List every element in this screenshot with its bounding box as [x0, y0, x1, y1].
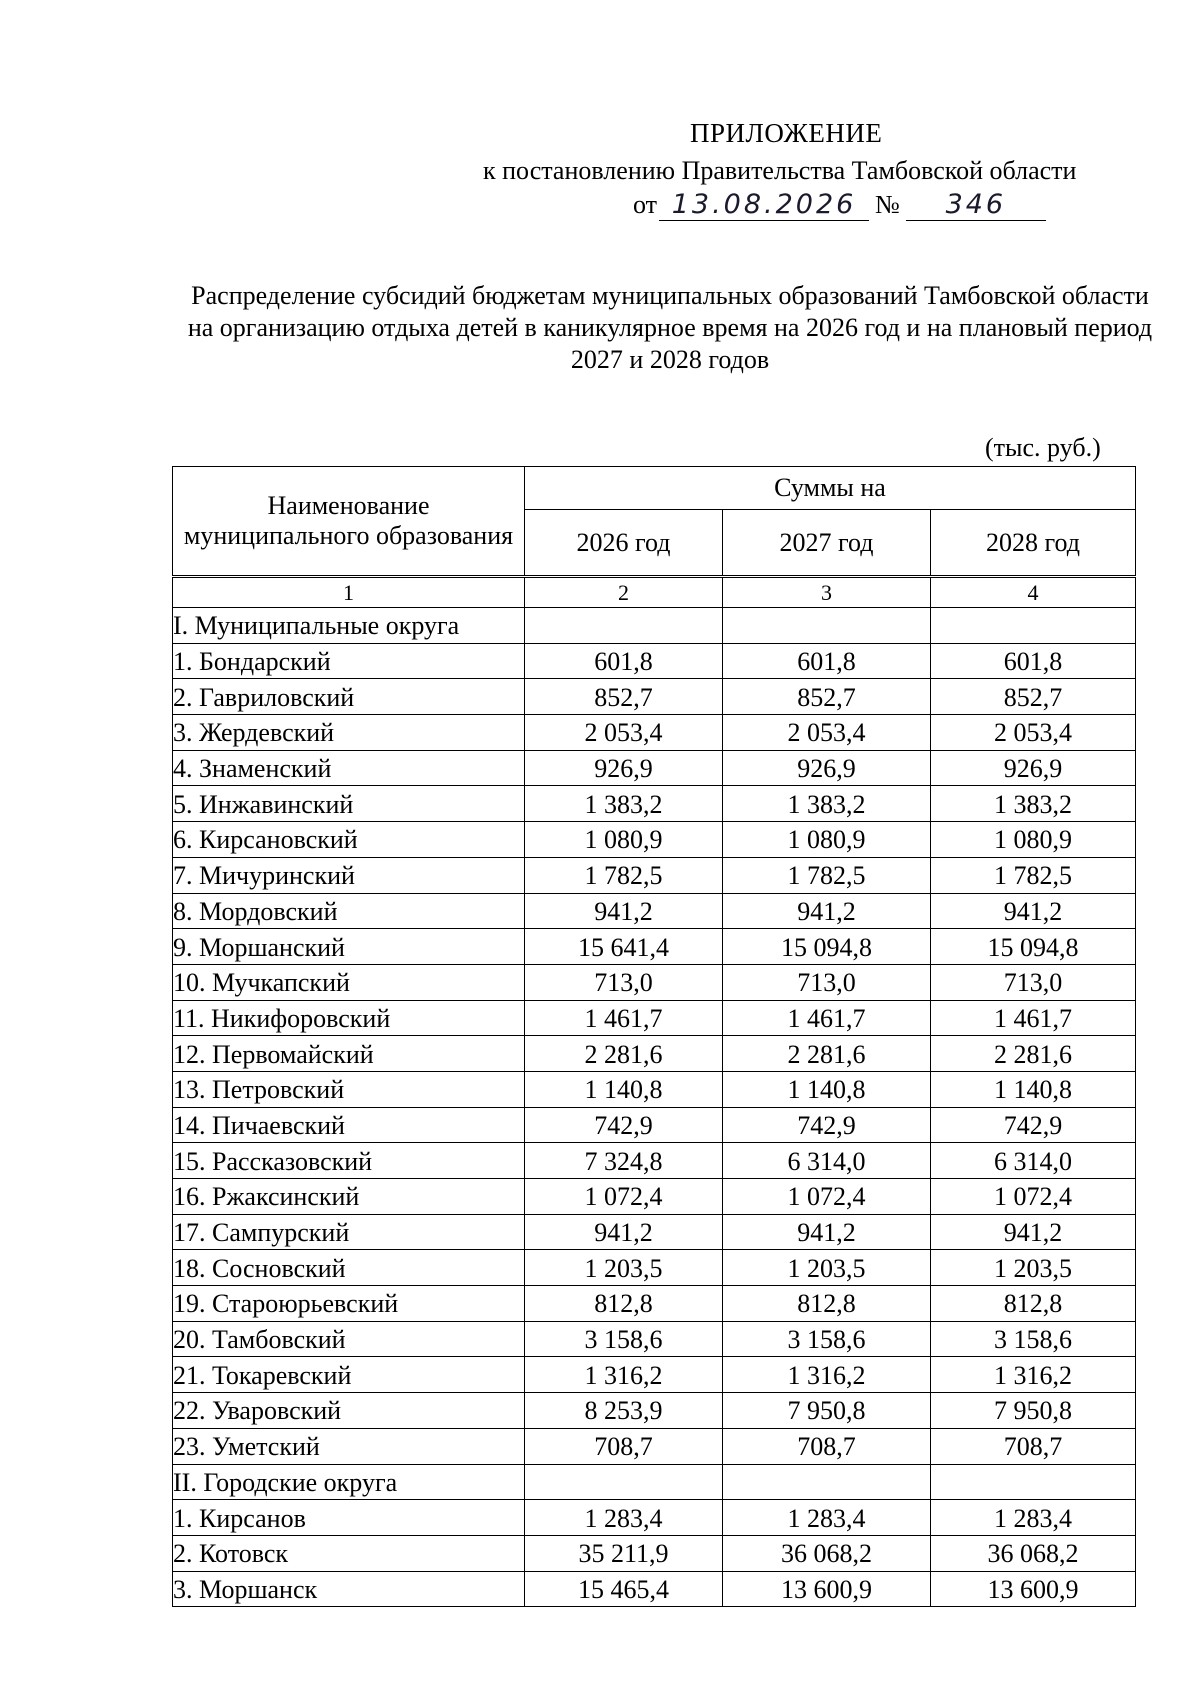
municipality-name: 22. Уваровский: [173, 1393, 525, 1429]
amount-cell: 941,2: [931, 1214, 1136, 1250]
amount-cell: 852,7: [525, 679, 723, 715]
amount-cell: 2 281,6: [525, 1036, 723, 1072]
table-row: [173, 715, 1136, 751]
header-municipality: Наименование муниципального образования: [173, 467, 525, 577]
number-label: №: [875, 190, 900, 219]
amount-cell: 1 203,5: [931, 1250, 1136, 1286]
amount-cell: 1 316,2: [931, 1357, 1136, 1393]
amount-cell: 713,0: [525, 964, 723, 1000]
municipality-name: 8. Мордовский: [173, 893, 525, 929]
amount-cell: 2 281,6: [723, 1036, 931, 1072]
amount-cell: 1 782,5: [525, 857, 723, 893]
amount-cell: 6 314,0: [723, 1143, 931, 1179]
amount-cell: 926,9: [525, 750, 723, 786]
table-row: [173, 1357, 1136, 1393]
municipality-name: 1. Кирсанов: [173, 1500, 525, 1536]
amount-cell: 601,8: [931, 643, 1136, 679]
municipality-name: 3. Жердевский: [173, 715, 525, 751]
amount-cell: 1 461,7: [931, 1000, 1136, 1036]
municipality-name: 10. Мучкапский: [173, 964, 525, 1000]
municipality-name: 6. Кирсановский: [173, 822, 525, 858]
amount-cell: 1 461,7: [525, 1000, 723, 1036]
municipality-name: 2. Гавриловский: [173, 679, 525, 715]
amount-cell: 1 782,5: [931, 857, 1136, 893]
amount-cell: 35 211,9: [525, 1535, 723, 1571]
amount-cell: 3 158,6: [723, 1321, 931, 1357]
amount-cell: 1 080,9: [723, 822, 931, 858]
municipality-name: 20. Тамбовский: [173, 1321, 525, 1357]
amount-cell: 852,7: [723, 679, 931, 715]
amount-cell: 7 950,8: [931, 1393, 1136, 1429]
amount-cell: 1 203,5: [723, 1250, 931, 1286]
empty-cell: [525, 1464, 723, 1500]
amount-cell: 941,2: [723, 1214, 931, 1250]
amount-cell: 812,8: [931, 1286, 1136, 1322]
amount-cell: 1 383,2: [525, 786, 723, 822]
amount-cell: 2 053,4: [525, 715, 723, 751]
table-row: [173, 1535, 1136, 1571]
amount-cell: 1 140,8: [525, 1071, 723, 1107]
amount-cell: 708,7: [723, 1428, 931, 1464]
column-number: 2: [525, 577, 723, 608]
empty-cell: [723, 1464, 931, 1500]
appendix-date-line: [633, 190, 1046, 221]
amount-cell: 1 072,4: [723, 1179, 931, 1215]
amount-cell: 15 465,4: [525, 1571, 723, 1607]
amount-cell: 926,9: [723, 750, 931, 786]
empty-cell: [931, 608, 1136, 644]
column-number: 1: [173, 577, 525, 608]
amount-cell: 941,2: [931, 893, 1136, 929]
municipality-name: 18. Сосновский: [173, 1250, 525, 1286]
table-row: [173, 1107, 1136, 1143]
municipality-name: 14. Пичаевский: [173, 1107, 525, 1143]
section-title: I. Муниципальные округа: [173, 608, 525, 644]
municipality-name: 4. Знаменский: [173, 750, 525, 786]
table-row: [173, 679, 1136, 715]
table-row: [173, 1071, 1136, 1107]
column-number: 3: [723, 577, 931, 608]
amount-cell: 1 316,2: [525, 1357, 723, 1393]
amount-cell: 2 053,4: [723, 715, 931, 751]
amount-cell: 36 068,2: [723, 1535, 931, 1571]
handwritten-number: 346: [906, 190, 1046, 221]
table-body: [173, 608, 1136, 1607]
amount-cell: 742,9: [525, 1107, 723, 1143]
header-sums: Суммы на: [525, 467, 1136, 510]
section-row: [173, 1464, 1136, 1500]
handwritten-date: 13.08.2026: [659, 190, 869, 221]
municipality-name: 3. Моршанск: [173, 1571, 525, 1607]
amount-cell: 708,7: [931, 1428, 1136, 1464]
amount-cell: 3 158,6: [931, 1321, 1136, 1357]
from-label: от: [633, 190, 658, 219]
table-row: [173, 643, 1136, 679]
empty-cell: [723, 608, 931, 644]
amount-cell: 13 600,9: [723, 1571, 931, 1607]
amount-cell: 852,7: [931, 679, 1136, 715]
amount-cell: 8 253,9: [525, 1393, 723, 1429]
amount-cell: 926,9: [931, 750, 1136, 786]
appendix-title: ПРИЛОЖЕНИЕ: [690, 118, 883, 148]
amount-cell: 15 094,8: [931, 929, 1136, 965]
municipality-name: 23. Уметский: [173, 1428, 525, 1464]
amount-cell: 7 324,8: [525, 1143, 723, 1179]
amount-cell: 601,8: [723, 643, 931, 679]
table-row: [173, 893, 1136, 929]
amount-cell: 1 283,4: [723, 1500, 931, 1536]
amount-cell: 601,8: [525, 643, 723, 679]
table-row: [173, 964, 1136, 1000]
empty-cell: [525, 608, 723, 644]
municipality-name: 21. Токаревский: [173, 1357, 525, 1393]
table-row: [173, 1500, 1136, 1536]
appendix-subtitle: к постановлению Правительства Тамбовской области: [483, 156, 1077, 185]
amount-cell: 708,7: [525, 1428, 723, 1464]
table-row: [173, 1000, 1136, 1036]
amount-cell: 13 600,9: [931, 1571, 1136, 1607]
amount-cell: 7 950,8: [723, 1393, 931, 1429]
amount-cell: 742,9: [723, 1107, 931, 1143]
amount-cell: 1 080,9: [931, 822, 1136, 858]
amount-cell: 713,0: [723, 964, 931, 1000]
amount-cell: 15 094,8: [723, 929, 931, 965]
amount-cell: 1 316,2: [723, 1357, 931, 1393]
table-row: [173, 1179, 1136, 1215]
amount-cell: 1 782,5: [723, 857, 931, 893]
amount-cell: 1 383,2: [931, 786, 1136, 822]
amount-cell: 1 140,8: [931, 1071, 1136, 1107]
municipality-name: 9. Моршанский: [173, 929, 525, 965]
amount-cell: 742,9: [931, 1107, 1136, 1143]
amount-cell: 6 314,0: [931, 1143, 1136, 1179]
amount-cell: 1 283,4: [525, 1500, 723, 1536]
header-year-2026: 2026 год: [525, 510, 723, 577]
table-row: [173, 1393, 1136, 1429]
amount-cell: 713,0: [931, 964, 1136, 1000]
municipality-name: 11. Никифоровский: [173, 1000, 525, 1036]
amount-cell: 941,2: [525, 1214, 723, 1250]
amount-cell: 1 072,4: [525, 1179, 723, 1215]
table-row: [173, 1428, 1136, 1464]
amount-cell: 1 140,8: [723, 1071, 931, 1107]
amount-cell: 1 383,2: [723, 786, 931, 822]
table-row: [173, 1214, 1136, 1250]
table-row: [173, 857, 1136, 893]
table-row: [173, 1036, 1136, 1072]
table-row: [173, 929, 1136, 965]
table-row: [173, 1571, 1136, 1607]
table-row: [173, 822, 1136, 858]
table-row: [173, 786, 1136, 822]
amount-cell: 36 068,2: [931, 1535, 1136, 1571]
amount-cell: 1 072,4: [931, 1179, 1136, 1215]
amount-cell: 2 053,4: [931, 715, 1136, 751]
table-row: [173, 1143, 1136, 1179]
section-title: II. Городские округа: [173, 1464, 525, 1500]
municipality-name: 7. Мичуринский: [173, 857, 525, 893]
municipality-name: 15. Рассказовский: [173, 1143, 525, 1179]
subsidy-distribution-table: [172, 466, 1136, 1607]
table-row: [173, 750, 1136, 786]
table-row: [173, 1250, 1136, 1286]
municipality-name: 12. Первомайский: [173, 1036, 525, 1072]
municipality-name: 13. Петровский: [173, 1071, 525, 1107]
amount-cell: 1 461,7: [723, 1000, 931, 1036]
amount-cell: 941,2: [525, 893, 723, 929]
amount-cell: 3 158,6: [525, 1321, 723, 1357]
table-row: [173, 1321, 1136, 1357]
amount-cell: 812,8: [525, 1286, 723, 1322]
header-year-2028: 2028 год: [931, 510, 1136, 577]
municipality-name: 17. Сампурский: [173, 1214, 525, 1250]
municipality-name: 1. Бондарский: [173, 643, 525, 679]
unit-label: (тыс. руб.): [985, 433, 1101, 462]
amount-cell: 1 283,4: [931, 1500, 1136, 1536]
amount-cell: 15 641,4: [525, 929, 723, 965]
section-row: [173, 608, 1136, 644]
amount-cell: 941,2: [723, 893, 931, 929]
column-number: 4: [931, 577, 1136, 608]
municipality-name: 19. Староюрьевский: [173, 1286, 525, 1322]
document-title: Распределение субсидий бюджетам муниципальных образований Тамбовской области на организацию отдыха детей в каникулярное время на 2026 год и на плановый период 2027 и 2028 годов: [187, 281, 1153, 374]
amount-cell: 812,8: [723, 1286, 931, 1322]
municipality-name: 2. Котовск: [173, 1535, 525, 1571]
municipality-name: 5. Инжавинский: [173, 786, 525, 822]
amount-cell: 2 281,6: [931, 1036, 1136, 1072]
amount-cell: 1 203,5: [525, 1250, 723, 1286]
empty-cell: [931, 1464, 1136, 1500]
municipality-name: 16. Ржаксинский: [173, 1179, 525, 1215]
header-year-2027: 2027 год: [723, 510, 931, 577]
amount-cell: 1 080,9: [525, 822, 723, 858]
table-row: [173, 1286, 1136, 1322]
